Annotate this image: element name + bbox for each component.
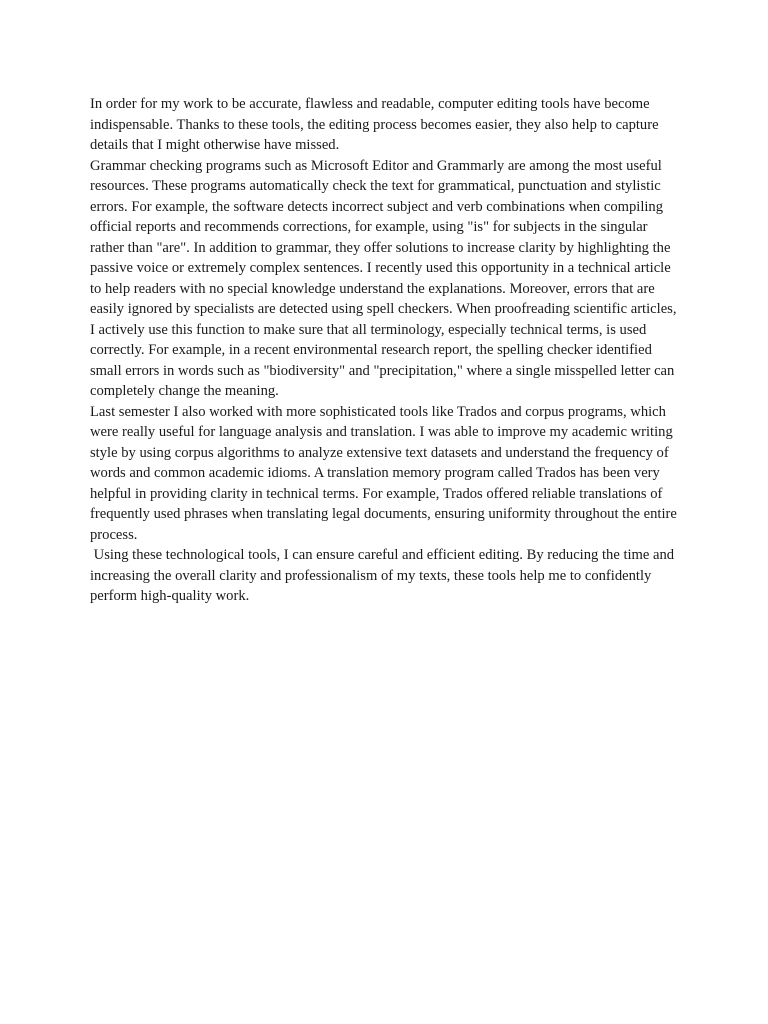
paragraph-3: Last semester I also worked with more sophisticated tools like Trados and corpus programs, which were really useful for language analysis and translation. I was able to improve my academic writing style by using corpus algorithms to analyze extensive text datasets and understand the frequency of words and common academic idioms. A translation memory program called Trados has been very helpful in providing clarity in technical terms. For example, Trados offered reliable translations of frequently used phrases when translating legal documents, ensuring uniformity throughout the entire process.	[90, 403, 681, 543]
paragraph-2: Grammar checking programs such as Microsoft Editor and Grammarly are among the most useful resources. These programs automatically check the text for grammatical, punctuation and stylistic errors. For example, the software detects incorrect subject and verb combinations when compiling official reports and recommends corrections, for example, using "is" for subjects in the singular rather than "are". In addition to grammar, they offer solutions to increase clarity by highlighting the passive voice or extremely complex sentences. I recently used this opportunity in a technical article to help readers with no special knowledge understand the explanations. Moreover, errors that are easily ignored by specialists are detected using spell checkers. When proofreading scientific articles, I actively use this function to make sure that all terminology, especially technical terms, is used correctly. For example, in a recent environmental research report, the spelling checker identified small errors in words such as "biodiversity" and "precipitation," where a single misspelled letter can completely change the meaning.	[90, 157, 681, 399]
paragraph-4: Using these technological tools, I can ensure careful and efficient editing. By reducing the time and increasing the overall clarity and professionalism of my texts, these tools help me to confidently perform high-quality work.	[90, 547, 678, 604]
paragraph-1: In order for my work to be accurate, flawless and readable, computer editing tools have become indispensable. Thanks to these tools, the editing process becomes easier, they also help to capture details that I might otherwise have missed.	[90, 96, 663, 153]
document-body	[90, 94, 682, 607]
